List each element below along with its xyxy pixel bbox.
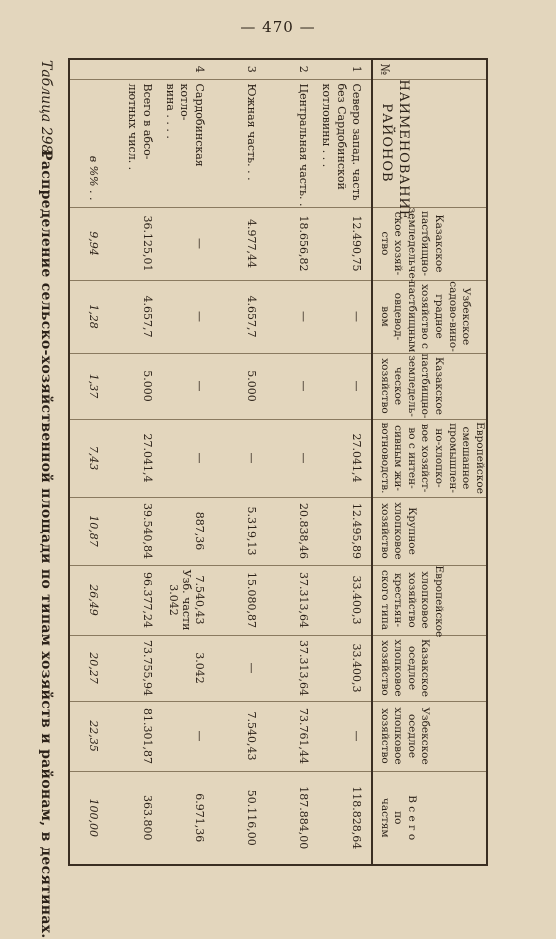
- total-cell: 39.540,84: [108, 497, 162, 565]
- percent-cell: 22,35: [69, 701, 108, 771]
- percent-cell: 1,28: [69, 280, 108, 353]
- row-name: Центральная часть. .: [266, 79, 318, 207]
- row-index: [69, 59, 108, 79]
- table-cell: 887,36: [162, 497, 215, 565]
- percent-cell: 26,49: [69, 565, 108, 635]
- table-cell: 37.313,64: [266, 565, 318, 635]
- total-cell: 73.755,94: [108, 635, 162, 701]
- table-cell: 20.838,46: [266, 497, 318, 565]
- table-cell: 50.116,00: [214, 771, 266, 865]
- table-row: [162, 59, 215, 865]
- table-cell: 4.657,7: [214, 280, 266, 353]
- percent-label: в %% . .: [69, 79, 108, 207]
- table-cell: 6.971,36: [162, 771, 215, 865]
- table-cell: —: [266, 419, 318, 497]
- percent-cell: 10,87: [69, 497, 108, 565]
- header-col: Европейское хлопковое хозяйство крестьян- ского типа: [372, 565, 487, 635]
- table-title: Распределение сельско-хозяйственной площади по типам хозяйств и районам, в десятинах.: [38, 150, 54, 939]
- table-row: [318, 59, 372, 865]
- table-cell: —: [162, 207, 215, 280]
- percent-cell: 1,37: [69, 353, 108, 419]
- total-cell: 4.657,7: [108, 280, 162, 353]
- table-cell: —: [162, 419, 215, 497]
- percent-cell: 100,00: [69, 771, 108, 865]
- header-col: Казакское пастбищно- земледельче- ское хозяй- ство: [372, 207, 487, 280]
- row-name: Сардобинская котло- вина . . . .: [162, 79, 215, 207]
- table-row: [266, 59, 318, 865]
- table-cell: —: [214, 419, 266, 497]
- header-col: Узбекское оседлое хлопковое хозяйство: [372, 701, 487, 771]
- header-col: Крупное хлопковое хозяйство: [372, 497, 487, 565]
- table-cell: 5.319,13: [214, 497, 266, 565]
- row-name: Северо запад. часть без Сардобинской котловины . . .: [318, 79, 372, 207]
- table-cell: —: [214, 635, 266, 701]
- table-cell: 7.540,43: [214, 701, 266, 771]
- table-cell: —: [266, 280, 318, 353]
- table-cell: 27.041,4: [318, 419, 372, 497]
- table-cell: 118.828,64: [318, 771, 372, 865]
- table-cell: 7.540,43 Узб. части 3.042: [162, 565, 215, 635]
- header-col: В с е г о по частям: [372, 771, 487, 865]
- table-cell: 187.884,00: [266, 771, 318, 865]
- percent-row: [69, 59, 108, 865]
- table-cell: 33.400,3: [318, 635, 372, 701]
- row-index: 1: [349, 65, 363, 73]
- table-cell: —: [318, 280, 372, 353]
- row-index: 3: [245, 65, 259, 73]
- table-cell: 37.313,64: [266, 635, 318, 701]
- header-col: Узбекское садово-вино- градное хозяйство с пастбищным овцевод- вом: [372, 280, 487, 353]
- table-cell: —: [318, 701, 372, 771]
- table-cell: —: [162, 353, 215, 419]
- total-cell: 81.301,87: [108, 701, 162, 771]
- header-name: НАИМЕНОВАНИЕ РАЙОНОВ: [372, 79, 487, 207]
- table-cell: —: [318, 353, 372, 419]
- header-col: Казакское пастбищно- земледель- ческое хозяйство: [372, 353, 487, 419]
- table-row: [214, 59, 266, 865]
- table-cell: 15.080,87: [214, 565, 266, 635]
- table-cell: 12.495,89: [318, 497, 372, 565]
- table-label: Таблица 298.: [38, 60, 54, 158]
- total-cell: 27.041,4: [108, 419, 162, 497]
- table-cell: 73.761,44: [266, 701, 318, 771]
- total-cell: 36.125,01: [108, 207, 162, 280]
- table-cell: 18.656,82: [266, 207, 318, 280]
- page-number: — 470 —: [240, 18, 316, 36]
- table-cell: 33.400,3: [318, 565, 372, 635]
- total-cell: 96.377,24: [108, 565, 162, 635]
- row-index: 4: [193, 65, 207, 73]
- percent-cell: 20,27: [69, 635, 108, 701]
- header-idx: №: [372, 59, 487, 79]
- header-col: Европейское смешанное промышлен- но-хлопко- вое хозяйст- во с интен- сивным жи- вотноводств.: [372, 419, 487, 497]
- table-cell: 3.042: [162, 635, 215, 701]
- header-row: [372, 59, 487, 865]
- percent-cell: 9,94: [69, 207, 108, 280]
- table-cell: —: [162, 280, 215, 353]
- total-row: [108, 59, 162, 865]
- row-name: Южная часть. . .: [214, 79, 266, 207]
- data-table: [68, 58, 488, 866]
- table-cell: —: [162, 701, 215, 771]
- header-col: Казакское оседлое хлопковое хозяйство: [372, 635, 487, 701]
- total-cell: 5.000: [108, 353, 162, 419]
- total-label: Всего в абсо- лютных числ. .: [108, 79, 162, 207]
- table-cell: 5.000: [214, 353, 266, 419]
- table-cell: —: [266, 353, 318, 419]
- table-cell: 4.977,44: [214, 207, 266, 280]
- table-cell: 12.490,75: [318, 207, 372, 280]
- row-index: 2: [297, 65, 311, 73]
- percent-cell: 7,43: [69, 419, 108, 497]
- total-cell: 363.800: [108, 771, 162, 865]
- row-index: [108, 59, 162, 79]
